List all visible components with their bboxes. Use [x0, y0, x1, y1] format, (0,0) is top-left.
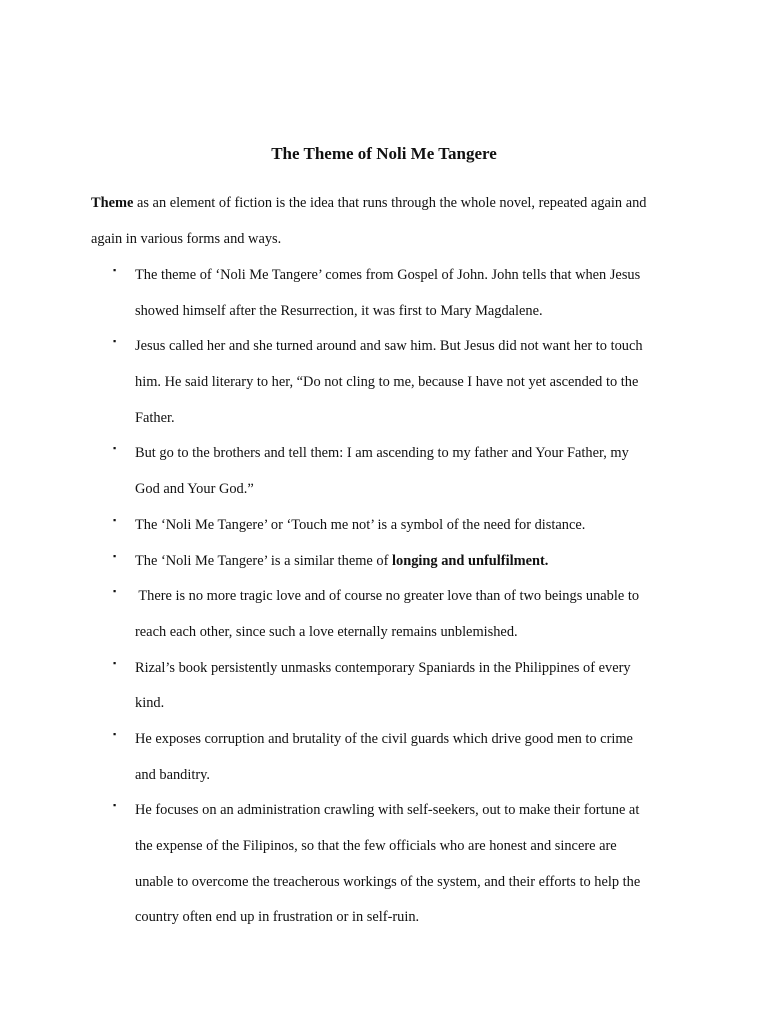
- bullet-marker-icon: ▪: [113, 550, 117, 561]
- text-line: [135, 544, 680, 580]
- text-line: Rizal’s book persistently unmasks contemporary Spaniards in the Philippines of every: [135, 659, 631, 676]
- list-item-text: [135, 436, 680, 507]
- text-line: He exposes corruption and brutality of the civil guards which drive good men to crime: [135, 730, 633, 747]
- list-item: [0, 651, 768, 722]
- bullet-marker-icon: ▪: [113, 514, 117, 525]
- list-item: [0, 508, 768, 544]
- list-item: [0, 722, 768, 793]
- list-item: [0, 258, 768, 329]
- text-line: and banditry.: [135, 766, 210, 783]
- text-line: Jesus called her and she turned around and saw him. But Jesus did not want her to touch: [135, 338, 643, 355]
- document-title: The Theme of Noli Me Tangere: [271, 144, 497, 163]
- text-line: God and Your God.”: [135, 481, 254, 498]
- text-line: unable to overcome the treacherous workings of the system, and their efforts to help the: [135, 873, 641, 890]
- list-item: [0, 329, 768, 436]
- bullet-list: [0, 258, 768, 936]
- text-line: him. He said literary to her, “Do not cling to me, because I have not yet ascended to the: [135, 374, 639, 391]
- intro-paragraph: [91, 186, 691, 257]
- list-item: [0, 544, 768, 580]
- list-item-text: [135, 579, 680, 650]
- list-item-text: [135, 508, 680, 544]
- bullet-marker-icon: ▪: [113, 728, 117, 739]
- list-item-text: [135, 722, 680, 793]
- intro-line-rest: as an element of fiction is the idea that runs through the whole novel, repeated again and: [133, 195, 647, 211]
- text-line: the expense of the Filipinos, so that the few officials who are honest and sincere are: [135, 838, 617, 854]
- intro-term: Theme: [91, 195, 134, 211]
- text-segment: The ‘Noli Me Tangere’ is a similar theme of: [135, 552, 393, 569]
- emphasis-text: longing and unfulfilment.: [392, 552, 549, 569]
- text-line: country often end up in frustration or in self-ruin.: [135, 909, 420, 926]
- bullet-marker-icon: ▪: [113, 265, 117, 275]
- intro-line: [91, 186, 691, 222]
- bullet-marker-icon: ▪: [113, 657, 117, 668]
- text-line: The theme of ‘Noli Me Tangere’ comes from Gospel of John. John tells that when Jesus: [135, 267, 641, 283]
- bullet-marker-icon: ▪: [113, 443, 117, 454]
- list-item-text: [135, 793, 680, 936]
- list-item-text: [135, 544, 680, 580]
- intro-line: again in various forms and ways.: [91, 230, 282, 247]
- text-line: The ‘Noli Me Tangere’ or ‘Touch me not’ is a symbol of the need for distance.: [135, 516, 586, 533]
- list-item: [0, 579, 768, 650]
- text-line: There is no more tragic love and of course no greater love than of two beings unable to: [135, 588, 640, 605]
- text-line: kind.: [135, 695, 165, 712]
- text-line: But go to the brothers and tell them: I am ascending to my father and Your Father, my: [135, 445, 629, 462]
- list-item-text: [135, 329, 680, 436]
- list-item: [0, 436, 768, 507]
- text-line: Father.: [135, 409, 175, 426]
- text-line: reach each other, since such a love eternally remains unblemished.: [135, 623, 518, 640]
- bullet-marker-icon: ▪: [113, 586, 117, 597]
- list-item-text: [135, 258, 680, 329]
- text-line: showed himself after the Resurrection, it was first to Mary Magdalene.: [135, 302, 543, 319]
- list-item-text: [135, 651, 680, 722]
- list-item: [0, 793, 768, 936]
- bullet-marker-icon: ▪: [113, 336, 117, 347]
- bullet-marker-icon: ▪: [113, 800, 117, 811]
- text-line: He focuses on an administration crawling with self-seekers, out to make their fortune at: [135, 802, 640, 819]
